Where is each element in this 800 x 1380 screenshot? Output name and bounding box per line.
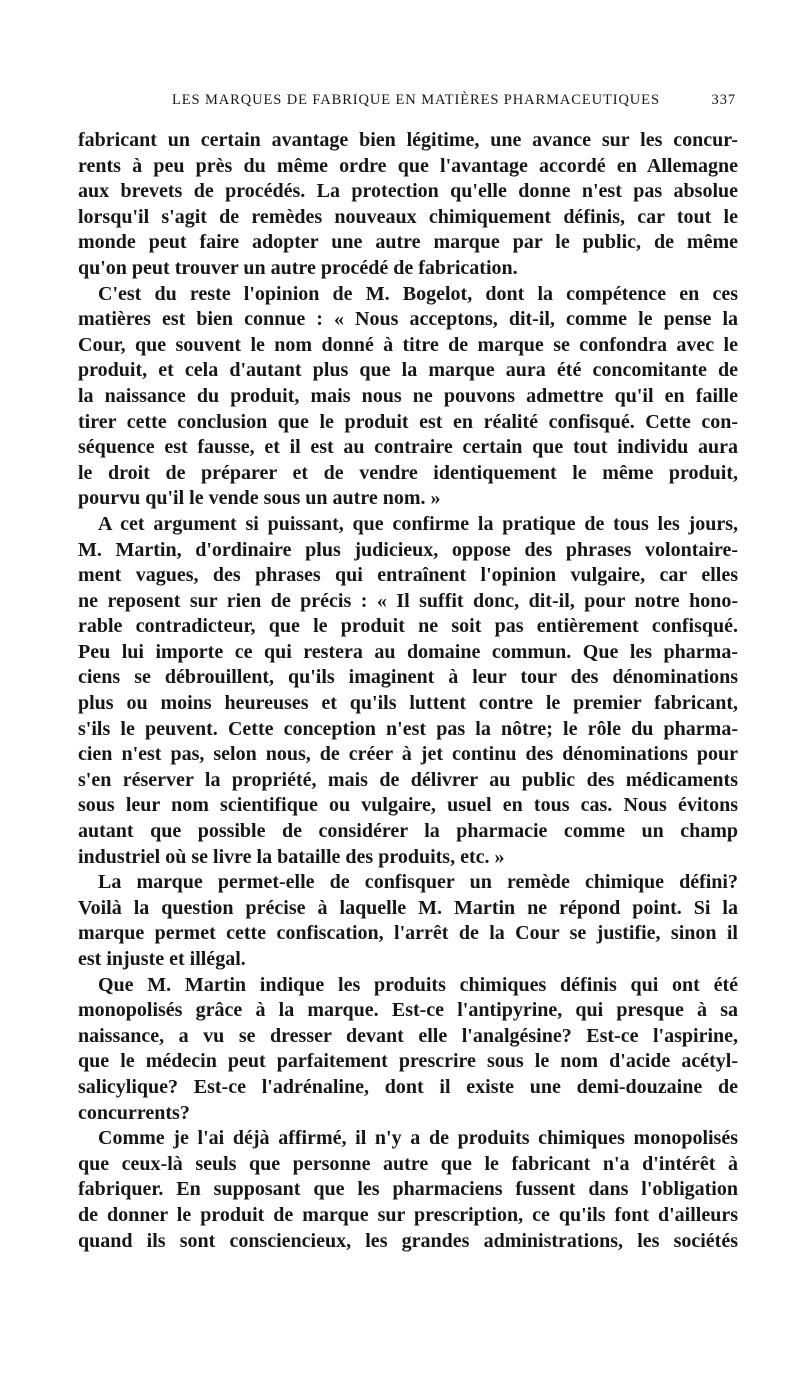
page-number: 337: [711, 92, 736, 108]
text-line: autant que possible de considérer la pharmacie comme un champ: [78, 820, 738, 843]
paragraph: [78, 512, 738, 870]
text-line: s'en réserver la propriété, mais de délivrer au public des médicaments: [78, 768, 738, 791]
text-line: salicylique? Est-ce l'adrénaline, dont il existe une demi-douzaine de: [78, 1075, 738, 1098]
paragraph: [78, 870, 738, 972]
text-line: plus ou moins heureuses et qu'ils luttent contre le premier fabricant,: [78, 692, 738, 715]
text-line: Voilà la question précise à laquelle M. Martin ne répond point. Si la: [78, 896, 738, 919]
paragraph: [78, 128, 738, 282]
text-line: cien n'est pas, selon nous, de créer à jet continu des dénominations pour: [78, 743, 738, 766]
body-text: [78, 128, 738, 1254]
paragraph: [78, 973, 738, 1127]
text-line: marque permet cette confiscation, l'arrêt de la Cour se justifie, sinon il: [78, 922, 738, 945]
text-line: produit, et cela d'autant plus que la marque aura été concomitante de: [78, 359, 738, 382]
text-line: pourvu qu'il le vende sous un autre nom. »: [78, 487, 441, 510]
text-line: de donner le produit de marque sur prescription, ce qu'ils font d'ailleurs: [78, 1203, 738, 1226]
text-line: est injuste et illégal.: [78, 948, 246, 970]
text-line: La marque permet-elle de confisquer un remède chimique défini?: [98, 871, 738, 894]
text-line: fabriquer. En supposant que les pharmaciens fussent dans l'obligation: [78, 1178, 738, 1201]
text-line: concurrents?: [78, 1101, 190, 1124]
text-line: ne reposent sur rien de précis : « Il suffit donc, dit-il, pour notre hono-: [78, 589, 738, 612]
text-line: A cet argument si puissant, que confirme la pratique de tous les jours,: [98, 512, 738, 535]
text-line: monde peut faire adopter une autre marque par le public, de même: [78, 231, 738, 254]
text-line: qu'on peut trouver un autre procédé de fabrication.: [78, 256, 518, 279]
text-line: C'est du reste l'opinion de M. Bogelot, dont la compétence en ces: [98, 282, 738, 305]
text-line: le droit de préparer et de vendre identiquement le même produit,: [78, 461, 738, 484]
running-title: LES MARQUES DE FABRIQUE EN MATIÈRES PHARMACEUTIQUES: [172, 92, 660, 108]
text-line: s'ils le peuvent. Cette conception n'est pas la nôtre; le rôle du pharma-: [78, 717, 738, 740]
text-line: que ceux-là seuls que personne autre que le fabricant n'a d'intérêt à: [78, 1152, 738, 1175]
text-line: lorsqu'il s'agit de remèdes nouveaux chimiquement définis, car tout le: [78, 205, 738, 228]
text-line: quand ils sont consciencieux, les grandes administrations, les sociétés: [78, 1229, 738, 1252]
text-line: ment vagues, des phrases qui entraînent l'opinion vulgaire, car elles: [78, 564, 738, 587]
text-line: la naissance du produit, mais nous ne pouvons admettre qu'il en faille: [78, 384, 738, 407]
text-line: Que M. Martin indique les produits chimiques définis qui ont été: [98, 973, 738, 996]
text-line: que le médecin peut parfaitement prescrire sous le nom d'acide acétyl-: [78, 1050, 738, 1073]
text-line: naissance, a vu se dresser devant elle l'analgésine? Est-ce l'aspirine,: [78, 1024, 738, 1047]
text-line: industriel où se livre la bataille des produits, etc. »: [78, 845, 505, 868]
text-line: fabricant un certain avantage bien légitime, une avance sur les concur-: [78, 129, 738, 151]
text-line: sous leur nom scientifique ou vulgaire, usuel en tous cas. Nous évitons: [78, 794, 738, 817]
text-line: ciens se débrouillent, qu'ils imaginent à leur tour des dénominations: [78, 666, 738, 689]
paragraph: [78, 1126, 738, 1254]
paragraph: [78, 282, 738, 512]
text-line: aux brevets de procédés. La protection qu'elle donne n'est pas absolue: [78, 180, 738, 203]
text-line: rents à peu près du même ordre que l'avantage accordé en Allemagne: [78, 154, 738, 177]
text-line: M. Martin, d'ordinaire plus judicieux, oppose des phrases volontaire-: [78, 538, 738, 561]
text-line: séquence est fausse, et il est au contraire certain que tout individu aura: [78, 436, 738, 459]
text-line: matières est bien connue : « Nous acceptons, dit-il, comme le pense la: [78, 308, 738, 331]
text-line: Peu lui importe ce qui restera au domaine commun. Que les pharma-: [78, 640, 738, 663]
text-line: rable contradicteur, que le produit ne soit pas entièrement confisqué.: [78, 615, 738, 638]
text-line: monopolisés grâce à la marque. Est-ce l'antipyrine, qui presque à sa: [78, 999, 738, 1022]
text-line: tirer cette conclusion que le produit est en réalité confisqué. Cette con-: [78, 410, 738, 433]
text-line: Cour, que souvent le nom donné à titre de marque se confondra avec le: [78, 333, 738, 356]
text-line: Comme je l'ai déjà affirmé, il n'y a de produits chimiques monopolisés: [98, 1127, 738, 1150]
